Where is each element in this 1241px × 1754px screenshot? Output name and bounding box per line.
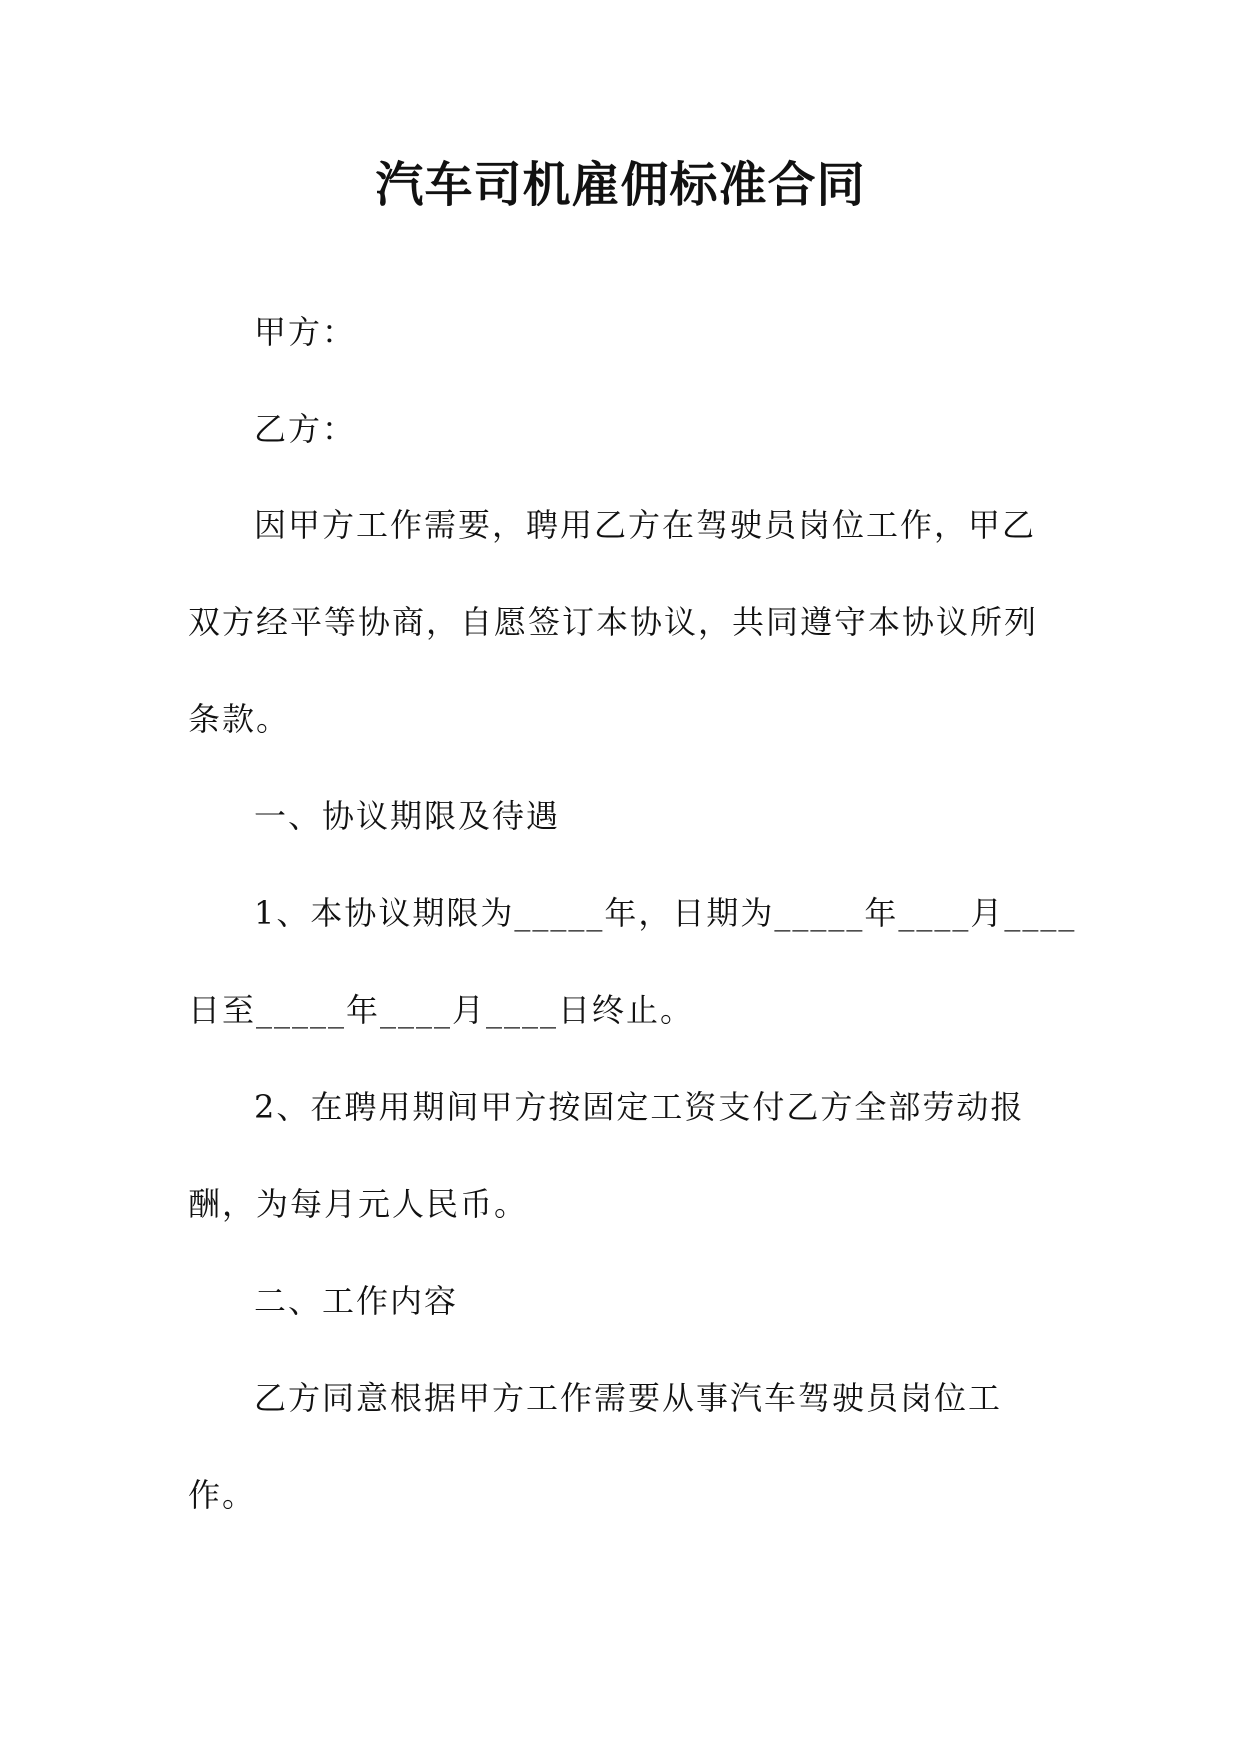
section-heading-term: 一、协议期限及待遇 — [254, 797, 561, 835]
clause-2-line-1: 2、在聘用期间甲方按固定工资支付乙方全部劳动报 — [254, 1088, 1025, 1126]
intro-paragraph-line-3: 条款。 — [188, 700, 291, 738]
party-a-line: 甲方： — [254, 313, 357, 351]
intro-paragraph-line-2: 双方经平等协商，自愿签订本协议，共同遵守本协议所列 — [188, 603, 1039, 641]
clause-1-line-2: 日至_____年____月____日终止。 — [188, 991, 695, 1029]
intro-paragraph-line-1: 因甲方工作需要，聘用乙方在驾驶员岗位工作，甲乙 — [254, 506, 1037, 544]
party-b-line: 乙方： — [254, 410, 357, 448]
clause-2-line-2: 酬，为每月元人民币。 — [188, 1185, 529, 1223]
clause-1-line-1: 1、本协议期限为_____年，日期为_____年____月____ — [254, 894, 1077, 932]
work-paragraph-line-1: 乙方同意根据甲方工作需要从事汽车驾驶员岗位工 — [254, 1379, 1003, 1417]
work-paragraph-line-2: 作。 — [188, 1476, 257, 1514]
document-title: 汽车司机雇佣标准合同 — [375, 157, 866, 213]
section-heading-work: 二、工作内容 — [254, 1282, 459, 1320]
